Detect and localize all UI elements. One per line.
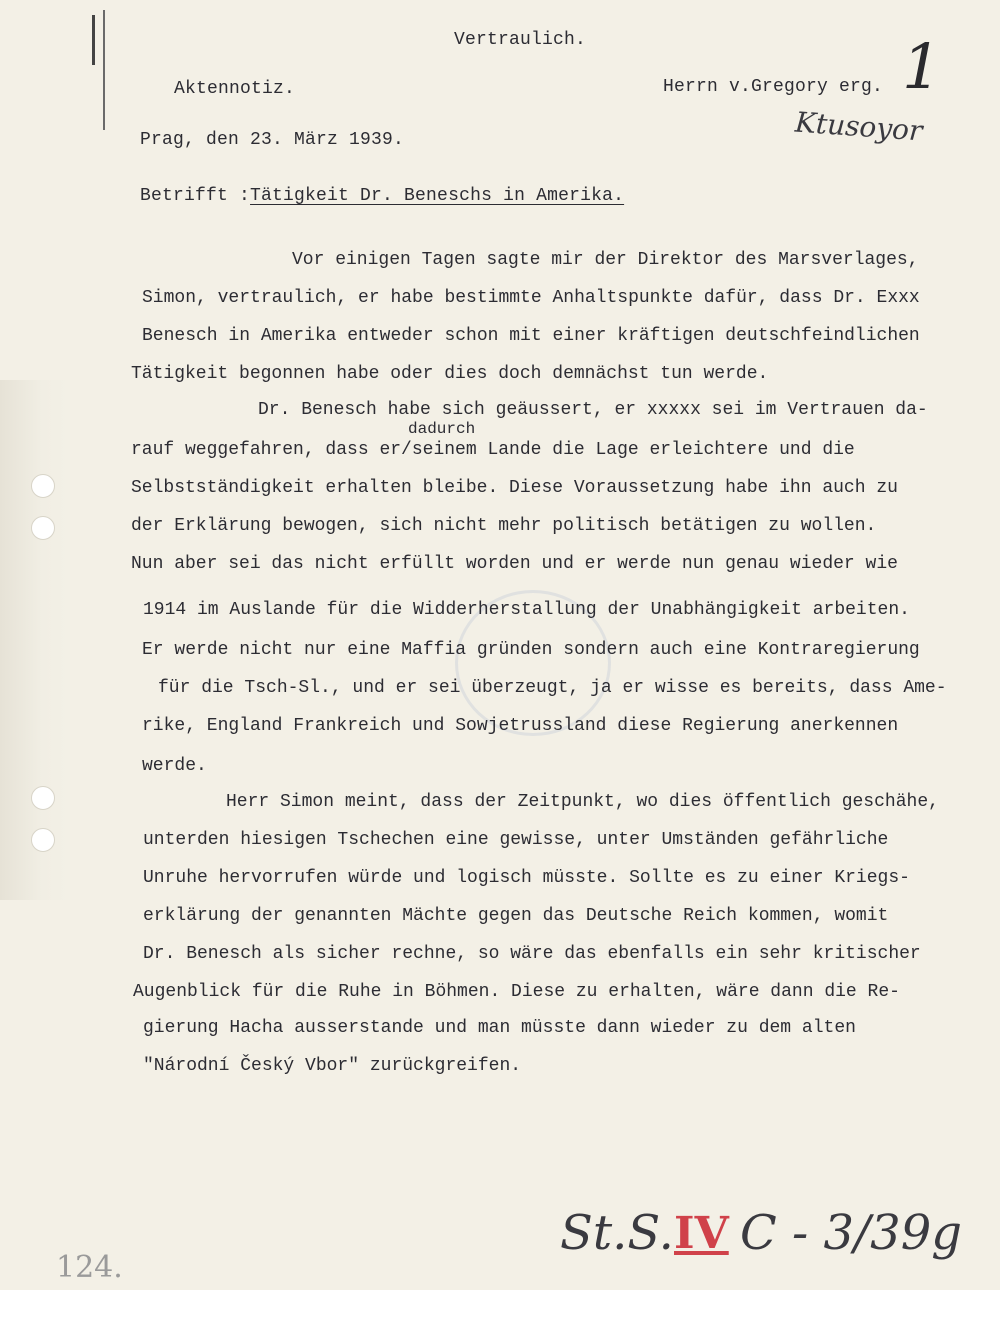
punch-hole — [31, 828, 55, 852]
body-line: "Národní Český Vbor" zurückgreifen. — [143, 1056, 522, 1076]
subject-text: Tätigkeit Dr. Beneschs in Amerika. — [250, 186, 625, 206]
body-line-insert: dadurch — [408, 420, 476, 438]
body-line: erklärung der genannten Mächte gegen das Deutsche Reich kommen, womit — [143, 906, 889, 926]
margin-mark — [103, 10, 105, 130]
body-line: rauf weggefahren, dass er/seinem Lande die Lage erleichtere und die — [131, 440, 855, 460]
file-ref-prefix: St.S. — [560, 1205, 674, 1261]
body-line: Dr. Benesch habe sich geäussert, er xxxxx sei im Vertrauen da- — [258, 400, 928, 420]
body-line: Selbstständigkeit erhalten bleibe. Diese Voraussetzung habe ihn auch zu — [131, 478, 898, 498]
punch-hole — [31, 786, 55, 810]
body-line: Dr. Benesch als sicher rechne, so wäre das ebenfalls ein sehr kritischer — [143, 944, 921, 964]
annotation-number: 1 — [902, 30, 942, 103]
body-line: rike, England Frankreich und Sowjetrussland diese Regierung anerkennen — [142, 716, 899, 736]
body-line: Nun aber sei das nicht erfüllt worden und er werde nun genau wieder wie — [131, 554, 898, 574]
body-line: Er werde nicht nur eine Maffia gründen sondern auch eine Kontraregierung — [142, 640, 920, 660]
body-line: Unruhe hervorrufen würde und logisch müsste. Sollte es zu einer Kriegs- — [143, 868, 910, 888]
file-ref-rest: C - 3/39g — [740, 1205, 962, 1261]
doc-type: Aktennotiz. — [174, 79, 296, 99]
confidential-heading: Vertraulich. — [454, 30, 587, 50]
body-line: unterden hiesigen Tschechen eine gewisse, unter Umständen gefährliche — [143, 830, 889, 850]
place-date: Prag, den 23. März 1939. — [140, 130, 405, 150]
margin-mark — [92, 15, 95, 65]
body-line: werde. — [142, 756, 207, 776]
body-line: Vor einigen Tagen sagte mir der Direktor des Marsverlages, — [292, 250, 919, 270]
left-edge-shadow — [0, 380, 70, 900]
punch-hole — [31, 474, 55, 498]
punch-hole — [31, 516, 55, 540]
body-line: Herr Simon meint, dass der Zeitpunkt, wo dies öffentlich geschähe, — [226, 792, 939, 812]
body-line: Benesch in Amerika entweder schon mit einer kräftigen deutschfeindlichen — [142, 326, 920, 346]
recipient: Herrn v.Gregory erg. — [663, 77, 884, 97]
body-line: Tätigkeit begonnen habe oder dies doch demnächst tun werde. — [131, 364, 769, 384]
body-line: gierung Hacha ausserstande und man müsste dann wieder zu dem alten — [143, 1018, 856, 1038]
body-line: 1914 im Auslande für die Widderherstallung der Unabhängigkeit arbeiten. — [143, 600, 910, 620]
subject-line — [140, 186, 624, 206]
body-line: Augenblick für die Ruhe in Böhmen. Diese zu erhalten, wäre dann die Re- — [133, 982, 900, 1002]
body-line: für die Tsch-Sl., und er sei überzeugt, ja er wisse es bereits, dass Ame- — [158, 678, 947, 698]
page-number: 124. — [56, 1250, 123, 1285]
body-line: der Erklärung bewogen, sich nicht mehr politisch betätigen zu wollen. — [131, 516, 877, 536]
file-ref-red: IV — [674, 1208, 729, 1259]
subject-label: Betrifft : — [140, 186, 251, 206]
body-line: Simon, vertraulich, er habe bestimmte Anhaltspunkte dafür, dass Dr. Exxx — [142, 288, 920, 308]
signature: Ktusoyor — [794, 105, 924, 148]
